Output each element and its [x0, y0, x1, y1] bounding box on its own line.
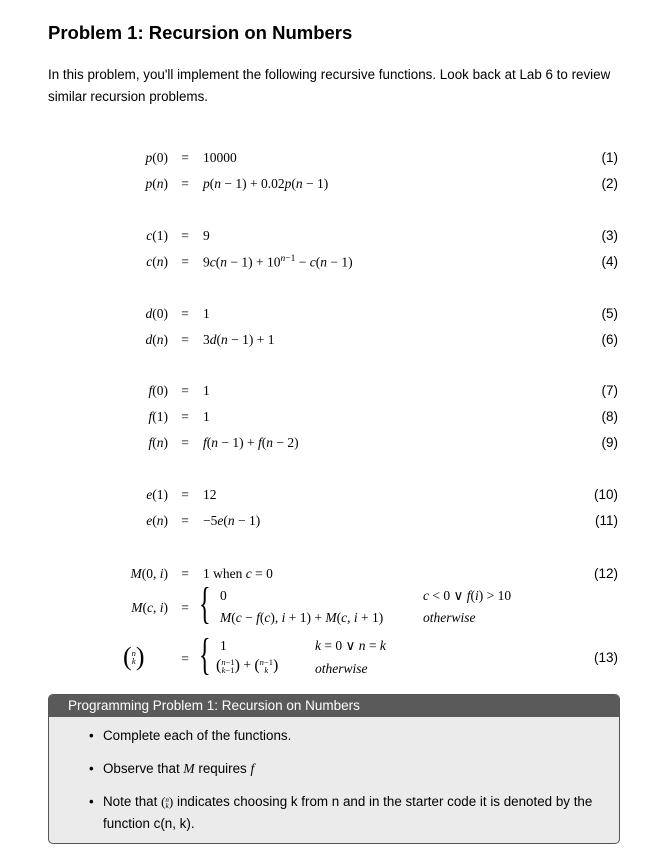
- equation-lhs: f(n): [148, 435, 168, 450]
- equals-sign: =: [181, 150, 189, 165]
- equals-sign: =: [181, 487, 189, 502]
- equation-rhs: $9c(n - 1) + 10^{n-1} - c(n - 1)$: [203, 254, 353, 270]
- equation-number: (13): [593, 650, 618, 665]
- equation-row: [0, 332, 656, 352]
- equals-sign: =: [181, 513, 189, 528]
- left-brace: {: [199, 579, 211, 628]
- equation-number: (3): [601, 228, 618, 243]
- equals-sign: =: [181, 600, 189, 615]
- equation-number: (7): [601, 383, 618, 398]
- equation-rhs: 9: [203, 228, 210, 243]
- case1-condition: k = 0 ∨ n = k: [315, 638, 386, 653]
- equation-number: (2): [601, 176, 618, 191]
- equation-rhs: 12: [203, 487, 217, 502]
- equation-lhs: M(0, i): [130, 566, 168, 581]
- equation-row: [0, 487, 656, 507]
- equation-rhs: −5e(n − 1): [203, 513, 261, 528]
- equation-lhs: f(1): [148, 409, 168, 424]
- equation-row: [0, 513, 656, 533]
- equation-rhs: 1 when c = 0: [203, 566, 273, 581]
- bullet-text: Observe that M requires f: [103, 761, 255, 776]
- equation-number: (12): [593, 566, 618, 581]
- case2-condition: otherwise: [423, 610, 476, 625]
- equation-lhs: p(n): [145, 176, 168, 191]
- binomial-lhs: (n k): [123, 642, 145, 671]
- bullet-text: Complete each of the functions.: [103, 728, 292, 743]
- case2-value: (n−1 k−1) + (n−1 k ): [216, 657, 279, 675]
- bullet-text: Note that (n k) indicates choosing k from n and in the starter code it is denoted by the function c(n, k).: [103, 794, 593, 831]
- page-title: Problem 1: Recursion on Numbers: [48, 22, 353, 43]
- equals-sign: =: [181, 228, 189, 243]
- equation-number: (1): [601, 150, 618, 165]
- equals-sign: =: [181, 409, 189, 424]
- programming-problem-box: [48, 694, 620, 844]
- equation-number: (5): [601, 306, 618, 321]
- bullet-icon: •: [89, 761, 94, 776]
- equation-rhs: f(n − 1) + f(n − 2): [203, 435, 299, 450]
- left-brace: {: [199, 630, 211, 679]
- equation-row: [0, 228, 656, 248]
- equals-sign: =: [181, 651, 189, 666]
- equals-sign: =: [181, 566, 189, 581]
- equation-rhs: 10000: [203, 150, 237, 165]
- equation-number: (11): [594, 513, 618, 528]
- equals-sign: =: [181, 435, 189, 450]
- case2-value: M(c − f(c), i + 1) + M(c, i + 1): [220, 610, 384, 625]
- equation-lhs: c(1): [146, 228, 168, 243]
- equation-rhs: 1: [203, 306, 210, 321]
- equation-number: (10): [593, 487, 618, 502]
- equation-lhs: d(0): [145, 306, 168, 321]
- equation-row: [0, 176, 656, 196]
- case2-condition: otherwise: [315, 661, 368, 676]
- equals-sign: =: [181, 176, 189, 191]
- equation-rhs: 3d(n − 1) + 1: [203, 332, 275, 347]
- case1-value: 1: [220, 638, 227, 653]
- equation-rhs: 1: [203, 409, 210, 424]
- equation-number: (9): [601, 435, 618, 450]
- intro-paragraph: In this problem, you'll implement the following recursive functions. Look back at Lab 6 to review similar recursion problems.: [48, 67, 611, 104]
- equation-number: (8): [601, 409, 618, 424]
- equation-number: (6): [601, 332, 618, 347]
- equals-sign: =: [181, 306, 189, 321]
- bullet-icon: •: [89, 794, 94, 809]
- bullet-icon: •: [89, 728, 94, 743]
- equation-row: [0, 435, 656, 455]
- equation-number: (4): [601, 254, 618, 269]
- equation-lhs: M(c, i): [131, 600, 168, 615]
- equation-row: [0, 409, 656, 429]
- equals-sign: =: [181, 332, 189, 347]
- equation-rhs: 1: [203, 383, 210, 398]
- equation-lhs: c(n): [146, 254, 168, 269]
- equation-lhs: p(0): [145, 150, 168, 165]
- case1-value: 0: [220, 588, 227, 603]
- equation-lhs: e(n): [146, 513, 168, 528]
- equation-row: [0, 566, 656, 586]
- equation-rhs: p(n − 1) + 0.02p(n − 1): [203, 176, 329, 191]
- case1-condition: c < 0 ∨ f(i) > 10: [423, 588, 512, 603]
- equation-row: [0, 306, 656, 326]
- equation-lhs: f(0): [148, 383, 168, 398]
- equals-sign: =: [181, 254, 189, 269]
- equation-row: [0, 254, 656, 274]
- box-header: Programming Problem 1: Recursion on Numbers: [49, 695, 619, 717]
- equation-lhs: d(n): [145, 332, 168, 347]
- equation-row: [0, 150, 656, 170]
- equation-lhs: e(1): [146, 487, 168, 502]
- equation-row: [0, 383, 656, 403]
- equals-sign: =: [181, 383, 189, 398]
